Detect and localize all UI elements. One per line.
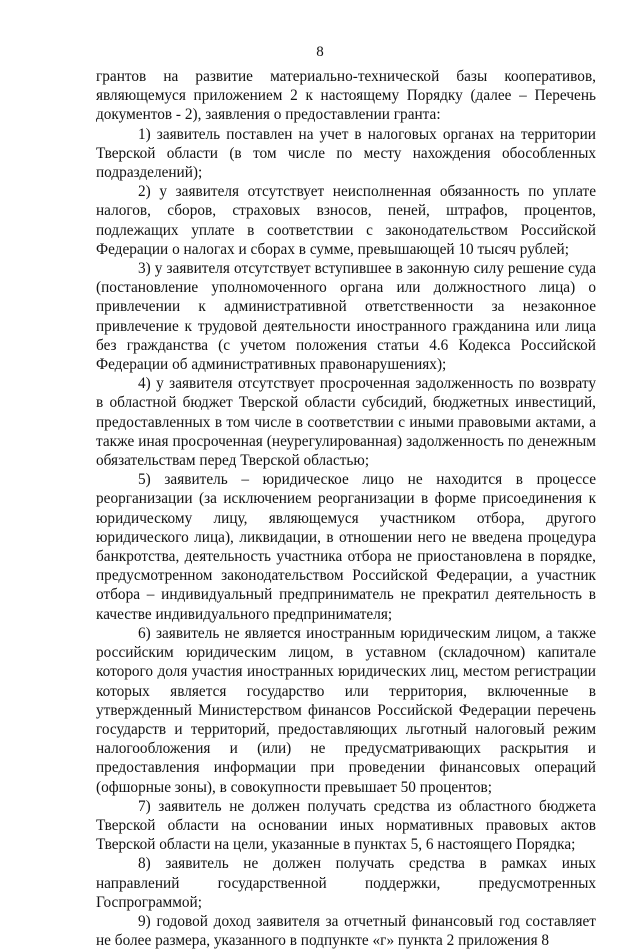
paragraph-item-6: 6) заявитель не является иностранным юридическим лицом, а также российским юридическим лицом, в уставном (складочном) капитале которого доля участия иностранных юридических лиц, местом регистрации которых является государство или территория, включенные в утвержденный Министерством финансов Российской Федерации перечень государств и территорий, предоставляющих льготный налоговый режим налогообложения и (или) не предусматривающих раскрытия и предоставления информации при проведении финансовых операций (офшорные зоны), в совокупности превышает 50 процентов; [96,624,596,796]
paragraph-item-5: 5) заявитель – юридическое лицо не находится в процессе реорганизации (за исключением реорганизации в форме присоединения к юридическому лицу, являющемуся участником отбора, другого юридического лица), ликвидации, в отношении него не введена процедура банкротства, деятельность участника отбора не приостановлена в порядке, предусмотренном законодательством Российской Федерации, а участник отбора – индивидуальный предприниматель не прекратил деятельность в качестве индивидуального предпринимателя; [96,471,596,623]
paragraph-intro-continued: грантов на развитие материально-технической базы кооперативов, являющемуся приложением 2 к настоящему Порядку (далее – Перечень документов - 2), заявления о предоставлении гранта: [96,68,596,124]
paragraph-item-7: 7) заявитель не должен получать средства из областного бюджета Тверской области на основании иных нормативных правовых актов Тверской области на цели, указанные в пунктах 5, 6 настоящего Порядка; [96,797,596,854]
paragraph-item-4: 4) у заявителя отсутствует просроченная задолженность по возврату в областной бюджет Тверской области субсидий, бюджетных инвестиций, предоставленных в том числе в соответствии с иными правовыми актами, а также иная просроченная (неурегулированная) задолженность по денежным обязательствам перед Тверской областью; [96,375,596,470]
document-body [96,67,596,950]
paragraph-item-1: 1) заявитель поставлен на учет в налоговых органах на территории Тверской области (в том числе по месту нахождения обособленных подразделений); [96,125,596,182]
paragraph-item-9: 9) годовой доход заявителя за отчетный финансовый год составляет не более размера, указанного в подпункте «г» пункта 2 приложения 8 [96,912,596,950]
paragraph-item-3: 3) у заявителя отсутствует вступившее в законную силу решение суда (постановление уполномоченного органа или должностного лица) о привлечении к административной ответственности за незаконное привлечение к трудовой деятельности иностранного гражданина или лица без гражданства (с учетом положения статьи 4.6 Кодекса Российской Федерации об административных правонарушениях); [96,260,596,374]
paragraph-item-2: 2) у заявителя отсутствует неисполненная обязанность по уплате налогов, сборов, страховых взносов, пеней, штрафов, процентов, подлежащих уплате в соответствии с законодательством Российской Федерации о налогах и сборах в сумме, превышающей 10 тысяч рублей; [96,183,596,258]
paragraph-item-8: 8) заявитель не должен получать средства в рамках иных направлений государственной поддержки, предусмотренных Госпрограммой; [96,855,596,911]
page-number: 8 [316,44,324,60]
